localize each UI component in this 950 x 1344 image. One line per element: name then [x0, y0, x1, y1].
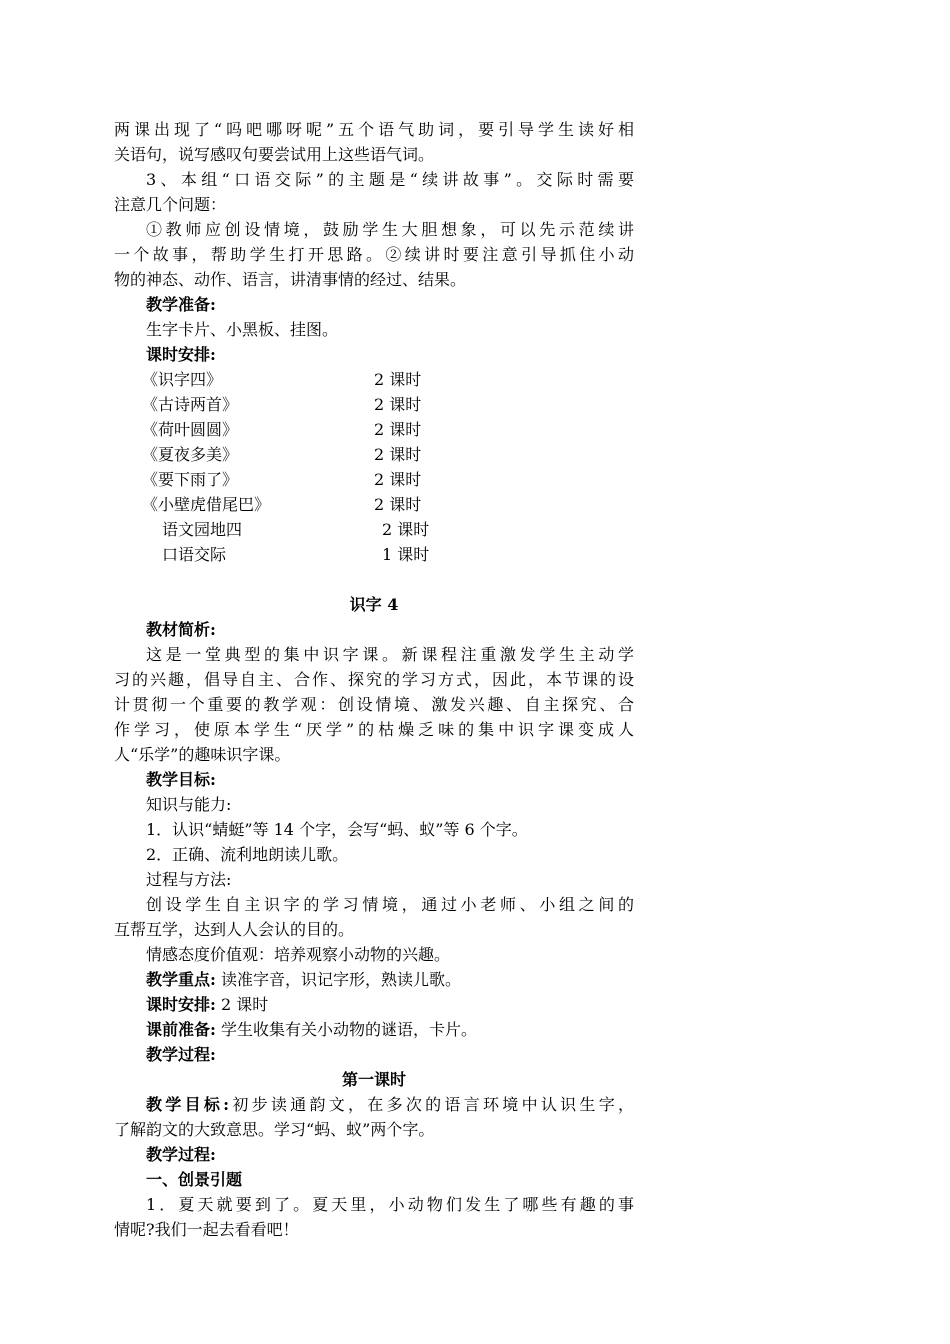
text-line: 习的兴趣，倡导自主、合作、探究的学习方式，因此，本节课的设	[114, 670, 634, 689]
step1-heading: 一、创景引题	[146, 1170, 243, 1189]
schedule-name: 《识字四》	[142, 370, 223, 389]
text-line: 创设学生自主识字的学习情境，通过小老师、小组之间的	[146, 895, 634, 914]
goal-emotion: 情感态度价值观：培养观察小动物的兴趣。	[146, 945, 451, 964]
text-line: ①教师应创设情境，鼓励学生大胆想象，可以先示范续讲	[146, 220, 634, 239]
lesson-title: 第一课时	[341, 1070, 406, 1089]
pre-text: 学生收集有关小动物的谜语，卡片。	[221, 1020, 478, 1039]
schedule-hours: 2 课时	[382, 520, 430, 539]
process-heading: 教学过程:	[146, 1045, 216, 1064]
section-title: 识字 4	[349, 595, 399, 614]
lesson-goal-text: 初步读通韵文，在多次的语言环境中认识生字，	[229, 1095, 634, 1114]
key-points	[114, 967, 634, 992]
goals-heading: 教学目标:	[146, 770, 216, 789]
schedule-name: 《古诗两首》	[142, 395, 239, 414]
schedule-hours: 2 课时	[374, 495, 422, 514]
schedule-name: 《荷叶圆圆》	[142, 420, 239, 439]
text-line: 两课出现了“吗吧哪呀呢”五个语气助词，要引导学生读好相	[114, 120, 634, 139]
text-line: 一个故事，帮助学生打开思路。②续讲时要注意引导抓住小动	[114, 245, 634, 264]
schedule-hours: 2 课时	[374, 395, 422, 414]
prep-heading: 教学准备:	[146, 295, 216, 314]
text-line: 作学习，使原本学生“厌学”的枯燥乏味的集中识字课变成人	[114, 720, 634, 739]
schedule-hours: 2 课时	[374, 370, 422, 389]
hours-line	[114, 992, 634, 1017]
hours-text: 2 课时	[221, 995, 269, 1014]
process-heading-2: 教学过程:	[146, 1145, 216, 1164]
text-line: 情呢?我们一起去看看吧！	[114, 1220, 299, 1239]
text-line: 计贯彻一个重要的教学观：创设情境、激发兴趣、自主探究、合	[114, 695, 634, 714]
analysis-heading: 教材简析:	[146, 620, 216, 639]
pre-label: 课前准备:	[146, 1020, 216, 1039]
schedule-name: 《小壁虎借尾巴》	[142, 495, 271, 514]
schedule-hours: 2 课时	[374, 445, 422, 464]
schedule-name: 口语交际	[162, 545, 227, 564]
goal-process: 过程与方法:	[146, 870, 232, 889]
goal-knowledge: 知识与能力:	[146, 795, 232, 814]
text-line: 了解韵文的大致意思。学习“蚂、蚁”两个字。	[114, 1120, 435, 1139]
schedule-hours: 2 课时	[374, 470, 422, 489]
text-line: 这是一堂典型的集中识字课。新课程注重激发学生主动学	[146, 645, 634, 664]
schedule-name: 语文园地四	[162, 520, 243, 539]
schedule-heading: 课时安排:	[146, 345, 216, 364]
key-label: 教学重点:	[146, 970, 216, 989]
text-line: 人“乐学”的趣味识字课。	[114, 745, 291, 764]
text-line: 物的神态、动作、语言，讲清事情的经过、结果。	[114, 270, 467, 289]
prep-text: 生字卡片、小黑板、挂图。	[146, 320, 339, 339]
text-line: 互帮互学，达到人人会认的目的。	[114, 920, 355, 939]
schedule-name: 《夏夜多美》	[142, 445, 239, 464]
text-line: 1．夏天就要到了。夏天里，小动物们发生了哪些有趣的事	[146, 1195, 634, 1214]
lesson-goal-label: 教学目标:	[146, 1095, 230, 1114]
key-text: 读准字音，识记字形，熟读儿歌。	[221, 970, 462, 989]
lesson-goal	[114, 1092, 634, 1117]
goal-item: 1．认识“蜻蜓”等 14 个字，会写“蚂、蚁”等 6 个字。	[146, 820, 528, 839]
schedule-hours: 2 课时	[374, 420, 422, 439]
text-line: 注意几个问题：	[114, 195, 227, 214]
text-line: 关语句，说写感叹句要尝试用上这些语气词。	[114, 145, 435, 164]
schedule-name: 《要下雨了》	[142, 470, 239, 489]
hours-label: 课时安排:	[146, 995, 216, 1014]
goal-item: 2．正确、流利地朗读儿歌。	[146, 845, 349, 864]
pre-line	[114, 1017, 634, 1042]
schedule-hours: 1 课时	[382, 545, 430, 564]
text-line: 3、本组“口语交际”的主题是“续讲故事”。交际时需要	[146, 170, 634, 189]
